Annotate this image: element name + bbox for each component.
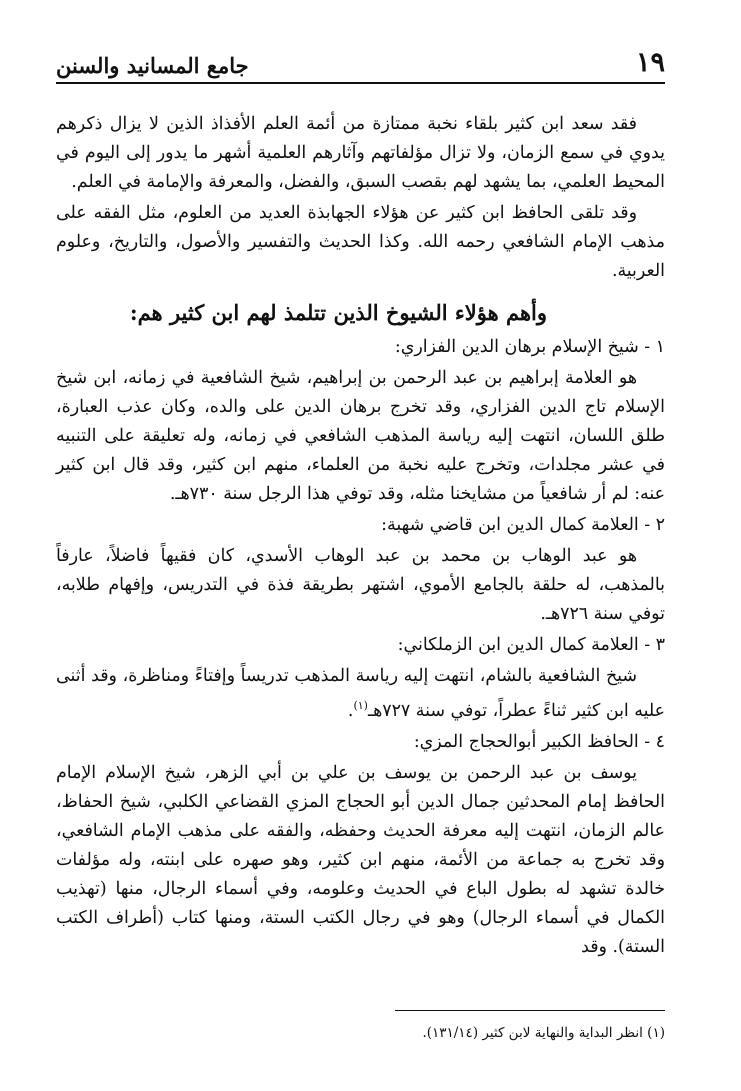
item-body-3-text: شيخ الشافعية بالشام، انتهت إليه رياسة المذهب تدريساً وإفتاءً ومناظرة، وقد أثنى عليه ابن كثير ثناءً عطراً، توفي سنة ٧٢٧هـ [56, 666, 665, 721]
page-number: ١٩ [635, 47, 665, 78]
page-header [56, 38, 665, 84]
item-body-4: يوسف بن عبد الرحمن بن يوسف بن علي بن أبي الزهر، شيخ الإسلام الإمام الحافظ إمام المحدثين جمال الدين أبو الحجاج المزي القضاعي الكلبي، شيخ الحفاظ، عالم الزمان، انتهت إليه معرفة الحديث وحفظه، والفقه على مذهب الإمام الشافعي، وقد تخرج به جماعة من الأئمة، منهم ابن كثير، وهو صهره على ابنته، وله مؤلفات خالدة تشهد له بطول الباع في الحديث وعلومه، وفي أسماء الرجال، منها (تهذيب الكمال في أسماء الرجال) وهو في رجال الكتب الستة، ومنها كتاب (أطراف الكتب الستة). وقد [56, 762, 665, 957]
item-body-2: هو عبد الوهاب بن محمد بن عبد الوهاب الأسدي، كان فقيهاً فاضلاً، عارفاً بالمذهب، له حلقة بالجامع الأموي، اشتهر بطريقة فذة في التدريس، وإفهام طلابه، توفي سنة ٧٢٦هـ. [56, 546, 665, 624]
item-body-1: هو العلامة إبراهيم بن عبد الرحمن بن إبراهيم، شيخ الشافعية في زمانه، ابن شيخ الإسلام تاج الدين الفزاري، وقد تخرج برهان الدين على والده، وكان عذب العبارة، طلق اللسان، انتهت إليه رياسة المذهب الشافعي في زمانه، وله تعليقة على التنبيه في عشر مجلدات، وتخرج عليه نخبة من العلماء، منهم ابن كثير، وقد قال ابن كثير عنه: لم أر شافعياً من مشايخنا مثله، وقد توفي هذا الرجل سنة ٧٣٠هـ. [56, 368, 665, 504]
item-title-2: ٢ - العلامة كمال الدين ابن قاضي شهبة: [381, 515, 665, 535]
item-title-1: ١ - شيخ الإسلام برهان الدين الفزاري: [394, 337, 665, 357]
footnote-reference: (١) [353, 699, 368, 712]
paragraph-intro: فقد سعد ابن كثير بلقاء نخبة ممتازة من أئمة العلم الأفذاذ الذين لا يزال ذكرهم يدوي في سمع الزمان، ولا تزال مؤلفاتهم وآثارهم العلمية أشهر ما يدور إلى اليوم في المحيط العلمي، بما يشهد لهم بقصب السبق، والفضل، والمعرفة والإمامة في العلم. [56, 114, 665, 192]
running-title: جامع المسانيد والسنن [56, 53, 249, 78]
section-heading: وأهم هؤلاء الشيوخ الذين تتلمذ لهم ابن كثير هم: [129, 300, 547, 325]
item-body-3: شيخ الشافعية بالشام، انتهت إليه رياسة المذهب تدريساً وإفتاءً ومناظرة، وقد أثنى عليه ابن كثير ثناءً عطراً، توفي سنة ٧٢٧هـ$^{(١)}$. [56, 666, 665, 721]
footnote: (١) انظر البداية والنهاية لابن كثير (١٣١/١٤). [422, 1025, 665, 1041]
item-title-4: ٤ - الحافظ الكبير أبوالحجاج المزي: [413, 731, 665, 752]
item-title-3: ٣ - العلامة كمال الدين ابن الزملكاني: [397, 635, 665, 655]
page-body [56, 110, 665, 964]
paragraph-sciences: وقد تلقى الحافظ ابن كثير عن هؤلاء الجهابذة العديد من العلوم، مثل الفقه على مذهب الإمام الشافعي رحمه الله. وكذا الحديث والتفسير والأصول، والتاريخ، وعلوم العربية. [56, 203, 665, 281]
footnote-divider [395, 1010, 665, 1011]
